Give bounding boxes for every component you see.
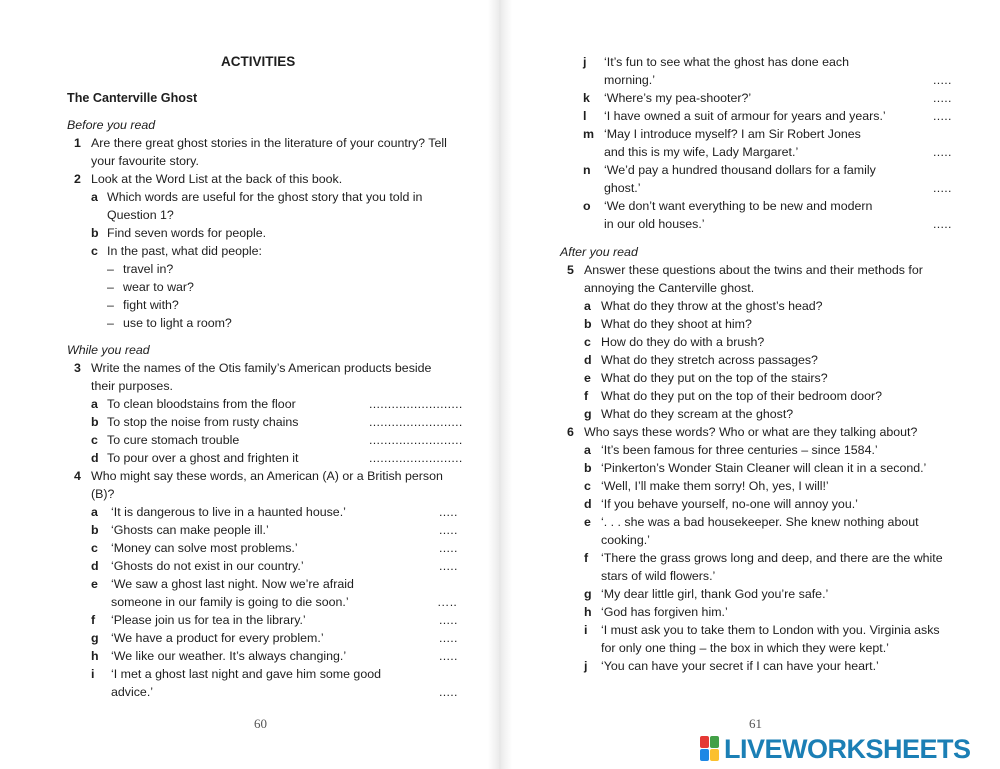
item-text: What do they shoot at him? <box>601 317 752 331</box>
item-letter: i <box>91 667 95 681</box>
item-text: ‘It is dangerous to live in a haunted house.’ <box>111 505 346 519</box>
item-text: ‘There the grass grows long and deep, and there are the white <box>601 551 943 565</box>
item-text: ‘Ghosts can make people ill.’ <box>111 523 269 537</box>
item-text: ‘Where’s my pea-shooter?’ <box>604 91 752 105</box>
item-text: To clean bloodstains from the floor <box>107 397 296 411</box>
bullet-dash: – <box>107 316 114 330</box>
item-text: ‘We saw a ghost last night. Now we’re afraid <box>111 577 354 591</box>
question-number: 3 <box>74 361 81 375</box>
item-text: ‘Money can solve most problems.’ <box>111 541 298 555</box>
question-number: 6 <box>567 425 574 439</box>
question-text: annoying the Canterville ghost. <box>584 281 755 295</box>
question-text: (B)? <box>91 487 115 501</box>
item-letter: e <box>584 515 591 529</box>
item-text: and this is my wife, Lady Margaret.’ <box>604 145 799 159</box>
item-letter: g <box>91 631 99 645</box>
item-letter: c <box>584 335 591 349</box>
item-text: in our old houses.’ <box>604 217 705 231</box>
question-number: 5 <box>567 263 574 277</box>
item-letter: g <box>584 587 592 601</box>
liveworksheets-logo-icon <box>700 736 720 762</box>
answer-blank[interactable]: ..... <box>439 613 458 627</box>
item-letter: b <box>91 415 99 429</box>
item-text: morning.’ <box>604 73 655 87</box>
item-letter: h <box>584 605 592 619</box>
item-text: ‘Ghosts do not exist in our country.’ <box>111 559 304 573</box>
question-number: 1 <box>74 136 81 150</box>
item-letter: c <box>91 541 98 555</box>
item-text: ‘We don’t want everything to be new and modern <box>604 199 873 213</box>
item-letter: b <box>584 461 592 475</box>
answer-blank[interactable]: ..... <box>933 181 952 195</box>
item-letter: a <box>584 299 591 313</box>
item-letter: b <box>91 523 99 537</box>
answer-blank[interactable]: ..... <box>933 73 952 87</box>
after-you-read-heading: After you read <box>560 245 638 259</box>
item-text: To pour over a ghost and frighten it <box>107 451 299 465</box>
answer-blank[interactable]: ..... <box>439 541 458 555</box>
before-you-read-heading: Before you read <box>67 118 156 132</box>
bullet-text: use to light a room? <box>123 316 232 330</box>
item-text: To stop the noise from rusty chains <box>107 415 299 429</box>
item-text: ‘I have owned a suit of armour for years and years.’ <box>604 109 886 123</box>
answer-blank[interactable]: ..... <box>933 145 952 159</box>
question-text: Answer these questions about the twins and their methods for <box>584 263 923 277</box>
item-text: ‘We like our weather. It’s always changing.’ <box>111 649 347 663</box>
answer-blank[interactable]: ......................... <box>369 397 463 411</box>
item-letter: j <box>583 55 587 69</box>
item-text: What do they scream at the ghost? <box>601 407 794 421</box>
item-text: stars of wild flowers.’ <box>601 569 716 583</box>
item-text: ‘It’s been famous for three centuries – since 1584.’ <box>601 443 878 457</box>
question-text: Who says these words? Who or what are they talking about? <box>584 425 918 439</box>
page-number-left: 60 <box>254 716 267 731</box>
item-text: ‘My dear little girl, thank God you’re safe.’ <box>601 587 829 601</box>
item-letter: l <box>583 109 587 123</box>
item-letter: a <box>584 443 591 457</box>
item-letter: d <box>91 451 99 465</box>
item-letter: f <box>584 551 589 565</box>
page-number-right: 61 <box>749 716 762 731</box>
item-letter: o <box>583 199 591 213</box>
item-text: Question 1? <box>107 208 174 222</box>
answer-blank[interactable]: ......................... <box>369 433 463 447</box>
bullet-dash: – <box>107 262 114 276</box>
item-letter: h <box>91 649 99 663</box>
question-text: their purposes. <box>91 379 173 393</box>
item-letter: i <box>584 623 588 637</box>
item-text: someone in our family is going to die soon.’ <box>111 595 349 609</box>
item-text: What do they put on the top of their bedroom door? <box>601 389 883 403</box>
item-text: ‘May I introduce myself? I am Sir Robert Jones <box>604 127 861 141</box>
item-text: cooking.’ <box>601 533 650 547</box>
item-letter: g <box>584 407 592 421</box>
item-letter: a <box>91 397 98 411</box>
liveworksheets-logo[interactable] <box>700 734 971 764</box>
item-text: ‘Please join us for tea in the library.’ <box>111 613 306 627</box>
question-text: Are there great ghost stories in the literature of your country? Tell <box>91 136 447 150</box>
item-letter: d <box>584 353 592 367</box>
item-text: ‘Well, I’ll make them sorry! Oh, yes, I will!’ <box>601 479 829 493</box>
item-text: ‘We’d pay a hundred thousand dollars for a family <box>604 163 876 177</box>
item-text: ‘. . . she was a bad housekeeper. She knew nothing about <box>601 515 919 529</box>
bullet-text: wear to war? <box>123 280 194 294</box>
answer-blank[interactable]: ..... <box>439 505 458 519</box>
item-text: ‘We have a product for every problem.’ <box>111 631 324 645</box>
item-text: ‘Pinkerton’s Wonder Stain Cleaner will clean it in a second.’ <box>601 461 927 475</box>
item-letter: e <box>91 577 98 591</box>
answer-blank[interactable]: ….. <box>437 595 458 609</box>
item-letter: m <box>583 127 595 141</box>
item-text: ‘If you behave yourself, no-one will annoy you.’ <box>601 497 858 511</box>
answer-blank[interactable]: ..... <box>439 631 458 645</box>
item-letter: d <box>91 559 99 573</box>
question-number: 4 <box>74 469 81 483</box>
answer-blank[interactable]: ......................... <box>369 451 463 465</box>
answer-blank[interactable]: ..... <box>439 559 458 573</box>
answer-blank[interactable]: ..... <box>439 685 458 699</box>
book-title: The Canterville Ghost <box>67 91 198 105</box>
bullet-dash: – <box>107 298 114 312</box>
item-text: Find seven words for people. <box>107 226 267 240</box>
question-text: your favourite story. <box>91 154 199 168</box>
item-text: Which words are useful for the ghost story that you told in <box>107 190 423 204</box>
question-text: Write the names of the Otis family’s American products beside <box>91 361 432 375</box>
item-letter: c <box>91 433 98 447</box>
answer-blank[interactable]: ......................... <box>369 415 463 429</box>
item-letter: d <box>584 497 592 511</box>
item-letter: b <box>584 317 592 331</box>
question-number: 2 <box>74 172 81 186</box>
item-text: for only one thing – the box in which they were kept.’ <box>601 641 889 655</box>
item-letter: e <box>584 371 591 385</box>
answer-blank[interactable]: ..... <box>933 217 952 231</box>
item-letter: c <box>91 244 98 258</box>
item-text: ‘You can have your secret if I can have your heart.’ <box>601 659 879 673</box>
item-text: ‘God has forgiven him.’ <box>601 605 728 619</box>
question-text: Look at the Word List at the back of this book. <box>91 172 343 186</box>
book-gutter <box>488 0 512 769</box>
item-text: advice.’ <box>111 685 154 699</box>
bullet-text: travel in? <box>123 262 174 276</box>
item-letter: c <box>584 479 591 493</box>
answer-blank[interactable]: ..... <box>439 649 458 663</box>
while-you-read-heading: While you read <box>67 343 150 357</box>
item-text: ‘I met a ghost last night and gave him some good <box>111 667 381 681</box>
item-text: In the past, what did people: <box>107 244 262 258</box>
answer-blank[interactable]: ..... <box>933 91 952 105</box>
item-letter: b <box>91 226 99 240</box>
item-letter: k <box>583 91 590 105</box>
item-letter: j <box>584 659 588 673</box>
item-text: How do they do with a brush? <box>601 335 765 349</box>
answer-blank[interactable]: ..... <box>439 523 458 537</box>
item-letter: f <box>584 389 589 403</box>
item-text: ‘It’s fun to see what the ghost has done each <box>604 55 849 69</box>
item-letter: a <box>91 190 98 204</box>
page-title: ACTIVITIES <box>221 54 296 69</box>
item-letter: n <box>583 163 591 177</box>
item-text: What do they put on the top of the stairs? <box>601 371 828 385</box>
item-text: What do they throw at the ghost’s head? <box>601 299 823 313</box>
logo-text: LIVEWORKSHEETS <box>724 733 971 764</box>
item-text: ‘I must ask you to take them to London with you. Virginia asks <box>601 623 940 637</box>
question-text: Who might say these words, an American (A) or a British person <box>91 469 443 483</box>
item-text: ghost.’ <box>604 181 641 195</box>
bullet-text: fight with? <box>123 298 179 312</box>
answer-blank[interactable]: ..... <box>933 109 952 123</box>
item-text: What do they stretch across passages? <box>601 353 818 367</box>
item-letter: f <box>91 613 96 627</box>
item-text: To cure stomach trouble <box>107 433 240 447</box>
bullet-dash: – <box>107 280 114 294</box>
item-letter: a <box>91 505 98 519</box>
